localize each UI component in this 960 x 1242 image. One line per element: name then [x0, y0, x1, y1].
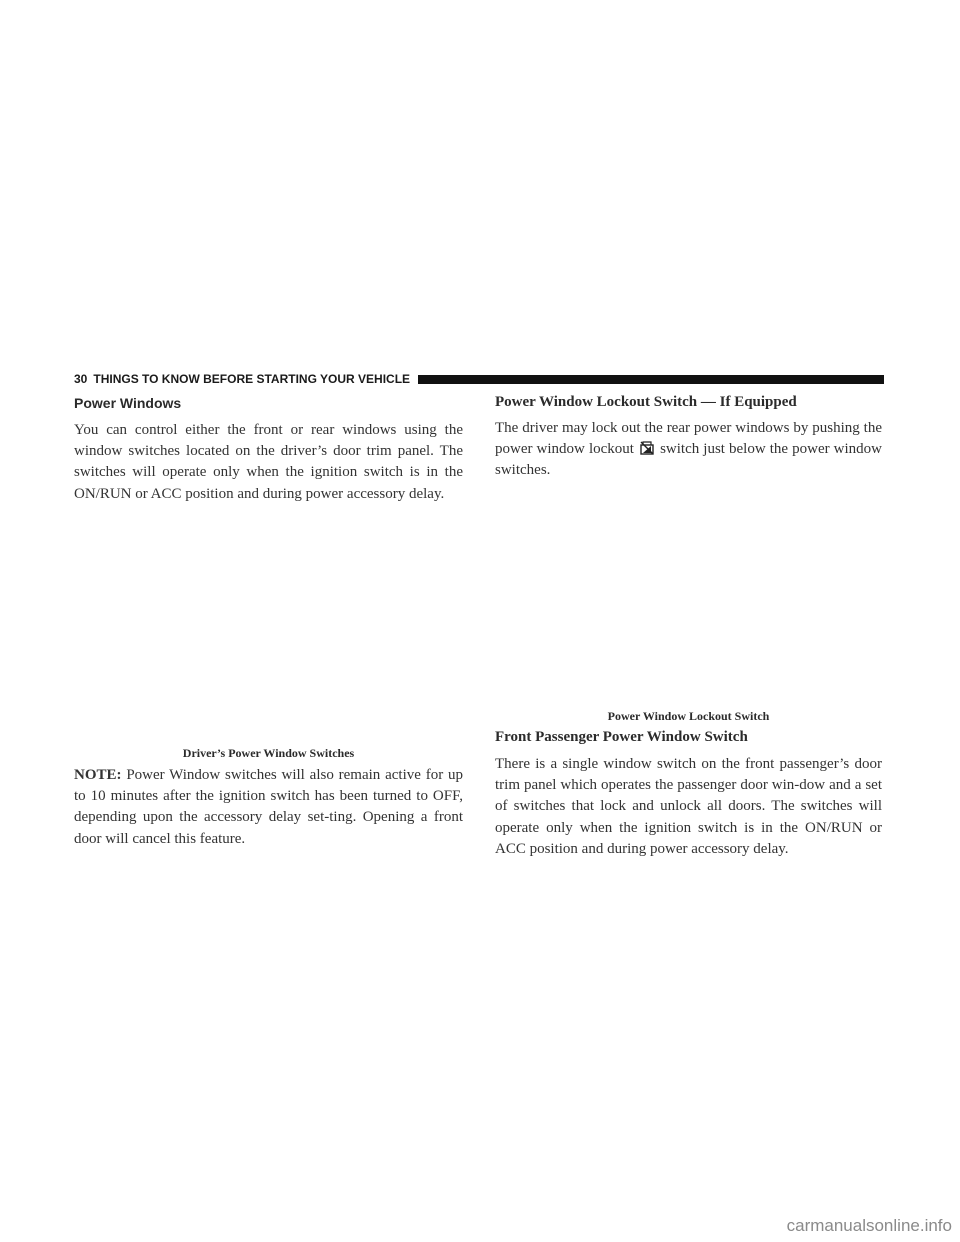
section-title: THINGS TO KNOW BEFORE STARTING YOUR VEHICLE	[93, 372, 411, 386]
lockout-switch-heading: Power Window Lockout Switch — If Equipped	[495, 394, 797, 410]
note-label: NOTE:	[74, 767, 122, 783]
power-windows-heading: Power Windows	[74, 395, 182, 411]
lockout-text-before: The driver may lock out the rear power windows by pushing the power window lockout	[495, 420, 882, 458]
page-number: 30	[74, 372, 88, 386]
window-lockout-icon	[640, 441, 654, 455]
page-header	[74, 372, 884, 386]
lockout-text-after: switch just below the power window switches.	[495, 441, 883, 479]
lockout-paragraph	[495, 418, 882, 482]
note-text: Power Window switches will also remain active for up to 10 minutes after the ignition switch has been turned to OFF, depending upon the accessory delay set-ting. Opening a front door will cancel this feature.	[74, 767, 463, 847]
power-windows-paragraph: You can control either the front or rear windows using the window switches located on the driver’s door trim panel. The switches will operate only when the ignition switch is in the ON/RUN or ACC position and during power accessory delay.	[74, 422, 463, 502]
front-passenger-heading: Front Passenger Power Window Switch	[495, 729, 748, 745]
front-passenger-paragraph: There is a single window switch on the front passenger’s door trim panel which operates the passenger door win-dow and a set of switches that lock and unlock all doors. The switches will operate only when the ignition switch is in the ON/RUN or ACC position and during power accessory delay.	[495, 756, 882, 857]
watermark: carmanualsonline.info	[786, 1216, 952, 1235]
note-paragraph	[74, 765, 463, 850]
header-rule	[418, 375, 884, 384]
lockout-switch-caption: Power Window Lockout Switch	[607, 709, 770, 723]
drivers-switches-caption: Driver’s Power Window Switches	[182, 746, 355, 760]
